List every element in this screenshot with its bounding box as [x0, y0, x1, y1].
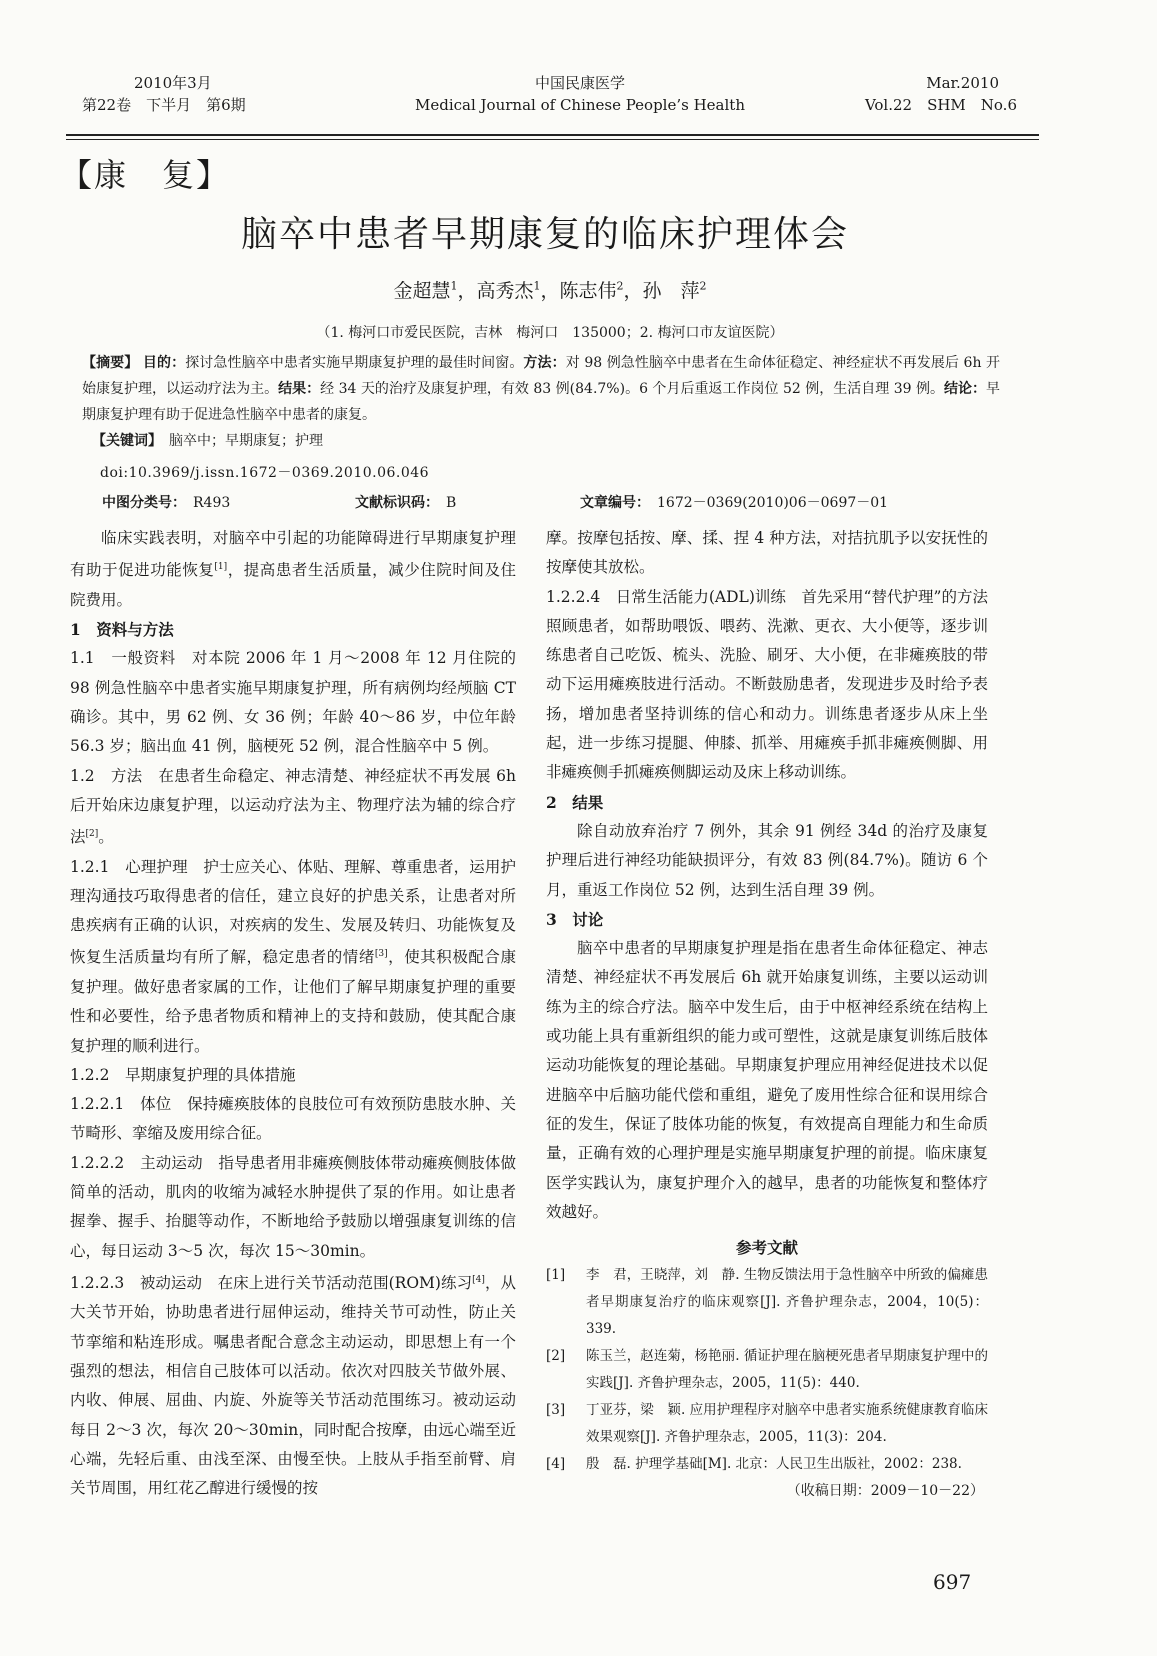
paragraph: [70, 644, 516, 761]
reference-item: [546, 1397, 988, 1451]
reference-text: 丁亚芬，梁 颖. 应用护理程序对脑卒中患者实施系统健康教育临床效果观察[J]. 齐鲁护理杂志，2005，11(3)：204.: [586, 1402, 988, 1446]
affiliations: （1. 梅河口市爱民医院，吉林 梅河口 135000；2. 梅河口市友谊医院）: [316, 325, 784, 341]
reference-text: 陈玉兰，赵连菊，杨艳丽. 循证护理在脑梗死患者早期康复护理中的实践[J]. 齐鲁护理杂志，2005，11(5)：440.: [586, 1348, 988, 1392]
article-value: 1672－0369(2010)06－0697－01: [657, 495, 889, 511]
conclusion-text: 早期康复护理有助于促进急性脑卒中患者的康复。: [82, 381, 1001, 423]
paragraph-text: 。: [98, 828, 114, 847]
body-right-column: [546, 524, 988, 1504]
journal-name-cn: 中国民康医学: [534, 74, 625, 92]
doc-label: 文献标识码：: [355, 495, 432, 511]
citation-mark: [1]: [214, 562, 228, 573]
keywords-label: 【关键词】: [92, 433, 155, 449]
citation-mark: [4]: [472, 1274, 485, 1285]
references-heading: 参考文献: [735, 1238, 798, 1258]
paragraph: [546, 817, 988, 905]
abstract: [82, 350, 1000, 428]
keywords-text: 脑卒中；早期康复；护理: [169, 433, 323, 449]
right-column-paragraphs: [546, 524, 988, 1227]
paragraph: [70, 615, 516, 644]
citation-mark: [3]: [374, 949, 388, 960]
author-name: 高秀杰: [476, 280, 534, 302]
paragraph-text: 1.2.2 早期康复护理的具体措施: [70, 1065, 296, 1084]
paragraph-text: ，使其积极配合康复护理。做好患者家属的工作，让他们了解早期康复护理的重要性和必要性，给予患者物质和精神上的支持和鼓励，使其配合康复护理的顺利进行。: [70, 948, 516, 1055]
paragraph-text: 1 资料与方法: [70, 620, 174, 640]
reference-number: [1]: [546, 1267, 566, 1284]
clc-number: [102, 492, 230, 512]
paragraph-text: 临床实践表明，对脑卒中引起的功能障碍进行早期康复护理有助于促进功能恢复: [70, 529, 516, 580]
citation-mark: [2]: [85, 829, 99, 840]
clc-label: 中图分类号：: [102, 495, 179, 511]
paragraph-text: 1.2.2.1 体位 保持瘫痪肢体的良肢位可有效预防患肢水肿、关节畸形、挛缩及废用综合征。: [70, 1095, 516, 1143]
reference-text: 殷 磊. 护理学基础[M]. 北京：人民卫生出版社，2002：238.: [586, 1456, 962, 1473]
paragraph-text: 1.2 方法 在患者生命稳定、神志清楚、神经症状不再发展 6h 后开始床边康复护理，以运动疗法为主、物理疗法为辅的综合疗法: [70, 766, 516, 847]
method-label: 方法：: [523, 355, 566, 371]
received-date: （收稿日期：2009－10－22）: [786, 1483, 984, 1500]
body-left-column: [70, 524, 516, 1503]
paragraph-text: 1.1 一般资料 对本院 2006 年 1 月～2008 年 12 月住院的 98 例急性脑卒中患者实施早期康复护理，所有病例均经颅脑 CT 确诊。其中，男 62 例、女 36 例；年龄 40～86 岁，中位年龄 56.3 岁；脑出血 41 例，脑梗死 52 例，混合性脑卒中 5 例。: [70, 649, 516, 756]
result-label: 结果：: [278, 381, 321, 397]
author-affil-mark: 1: [533, 279, 541, 293]
author-list: 金超慧$^1$，高秀杰$^1$，陈志伟$^2$，孙 萍$^2$: [393, 279, 707, 302]
clc-value: R493: [193, 495, 231, 511]
doi: doi:10.3969/j.issn.1672－0369.2010.06.046: [100, 465, 430, 481]
paragraph: [546, 524, 988, 583]
paragraph-text: 除自动放弃治疗 7 例外，其余 91 例经 34d 的治疗及康复护理后进行神经功能缺损评分，有效 83 例(84.7%)。随访 6 个月，重返工作岗位 52 例，达到生活自理 39 例。: [546, 821, 988, 899]
author-name: 金超慧: [393, 280, 451, 302]
paragraph: [70, 524, 516, 615]
paragraph: [70, 853, 516, 1061]
journal-name-en: Medical Journal of Chinese People’s Health: [415, 96, 745, 114]
author-affil-mark: 2: [699, 279, 707, 293]
article-label: 文章编号：: [580, 495, 643, 511]
reference-item: [546, 1451, 988, 1478]
article-title: 脑卒中患者早期康复的临床护理体会: [240, 214, 849, 255]
doc-value: B: [446, 495, 457, 511]
paragraph: [546, 934, 988, 1227]
reference-item: [546, 1343, 988, 1397]
paragraph: [546, 905, 988, 934]
author-affil-mark: 2: [616, 279, 624, 293]
objective-text: 探讨急性脑卒中患者实施早期康复护理的最佳时间窗。: [185, 355, 524, 371]
keywords: [92, 430, 323, 450]
author-name: 陈志伟: [559, 280, 617, 302]
paragraph-text: 2 结果: [546, 792, 604, 812]
paragraph-text: 1.2.2.3 被动运动 在床上进行关节活动范围(ROM)练习: [70, 1274, 473, 1293]
paragraph-text: 1.2.1 心理护理 护士应关心、体贴、理解、尊重患者，运用护理沟通技巧取得患者的信任，建立良好的护患关系，让患者对所患疾病有正确的认识，对疾病的发生、发展及转归、功能恢复及恢复生活质量均有所了解，稳定患者的情绪: [70, 857, 516, 967]
paragraph: [546, 788, 988, 817]
paragraph-text: ，从大关节开始，协助患者进行屈伸运动，维持关节可动性，防止关节挛缩和粘连形成。嘱患者配合意念主动运动，即思想上有一个强烈的想法，相信自己肢体可以活动。依次对四肢关节做外展、内收、伸展、屈曲、内旋、外旋等关节活动范围练习。被动运动每日 2～3 次，每次 20～30min，同时配合按摩，由远心端至近心端，先轻后重、由浅至深、由慢至快。上肢从手指至前臂、肩关节周围，用红花乙醇进行缓慢的按: [70, 1274, 516, 1498]
page-number: 697: [933, 1570, 972, 1594]
result-text: 经 34 天的治疗及康复护理，有效 83 例(84.7%)。6 个月后重返工作岗位 52 例，生活自理 39 例。: [320, 381, 944, 397]
paragraph: [70, 1266, 516, 1504]
header-center: [360, 72, 800, 116]
article-number: [580, 492, 888, 512]
reference-list: [546, 1262, 988, 1478]
header-volume-cn: 第22卷 下半月 第6期: [82, 96, 246, 114]
document-code: [355, 492, 456, 512]
objective-label: 目的：: [142, 355, 186, 371]
paragraph: [546, 583, 988, 788]
reference-number: [4]: [546, 1456, 566, 1473]
paragraph-text: 1.2.2.4 日常生活能力(ADL)训练 首先采用“替代护理”的方法照顾患者，如帮助喂饭、喂药、洗漱、更衣、大小便等，逐步训练患者自己吃饭、梳头、洗脸、刷牙、大小便，在非瘫痪肢的带动下运用瘫痪肢进行活动。不断鼓励患者，发现进步及时给予表扬，增加患者坚持训练的信心和动力。训练患者逐步从床上坐起，进一步练习提腿、伸膝、抓举、用瘫痪手抓非瘫痪侧脚、用非瘫痪侧手抓瘫痪侧脚运动及床上移动训练。: [546, 587, 988, 782]
paragraph-text: 1.2.2.2 主动运动 指导患者用非瘫痪侧肢体带动瘫痪侧肢体做简单的活动，肌肉的收缩为减轻水肿提供了泵的作用。如让患者握拳、握手、抬腿等动作，不断地给予鼓励以增强康复训练的信心，每日运动 3～5 次，每次 15～30min。: [70, 1153, 516, 1260]
paragraph: [70, 1090, 516, 1149]
header-volume-en: Vol.22 SHM No.6: [864, 96, 1017, 114]
paragraph: [70, 762, 516, 853]
paragraph-text: 3 讨论: [546, 909, 604, 929]
paragraph: [70, 1061, 516, 1090]
paragraph-text: ，提高患者生活质量，减少住院时间及住院费用。: [70, 561, 516, 609]
header-right: [865, 72, 1017, 116]
method-text: 对 98 例急性脑卒中患者在生命体征稳定、神经症状不再发展后 6h 开始康复护理，以运动疗法为主。: [82, 355, 1001, 397]
author-name: 孙 萍: [642, 280, 700, 302]
header-left: [82, 72, 246, 116]
abstract-label: 【摘要】: [82, 355, 139, 371]
header-date-cn: 2010年3月: [134, 74, 212, 92]
paragraph-text: 脑卒中患者的早期康复护理是指在患者生命体征稳定、神志清楚、神经症状不再发展后 6h 就开始康复训练，主要以运动训练为主的综合疗法。脑卒中发生后，由于中枢神经系统在结构上或功能上具有重新组织的能力或可塑性，这就是康复训练后肢体运动功能恢复的理论基础。早期康复护理应用神经促进技术以促进脑卒中后脑功能代偿和重组，避免了废用性综合征和误用综合征的发生，保证了肢体功能的恢复，有效提高自理能力和生命质量，正确有效的心理护理是实施早期康复护理的前提。临床康复医学实践认为，康复护理介入的越早，患者的功能恢复和整体疗效越好。: [546, 939, 988, 1221]
reference-number: [3]: [546, 1402, 566, 1419]
section-label: 【康 复】: [60, 156, 231, 194]
reference-item: [546, 1262, 988, 1343]
header-date-en: Mar.2010: [926, 74, 999, 92]
header-rule-thick: [66, 134, 1039, 136]
author-affil-mark: 1: [450, 279, 458, 293]
reference-number: [2]: [546, 1348, 566, 1365]
conclusion-label: 结论：: [944, 381, 987, 397]
reference-text: 李 君，王晓萍，刘 静. 生物反馈法用于急性脑卒中所致的偏瘫患者早期康复治疗的临床观察[J]. 齐鲁护理杂志，2004，10(5)：339.: [586, 1267, 988, 1338]
paragraph-text: 摩。按摩包括按、摩、揉、捏 4 种方法，对拮抗肌予以安抚性的按摩使其放松。: [546, 529, 988, 577]
header-rule-thin: [66, 139, 1039, 140]
paragraph: [70, 1149, 516, 1266]
